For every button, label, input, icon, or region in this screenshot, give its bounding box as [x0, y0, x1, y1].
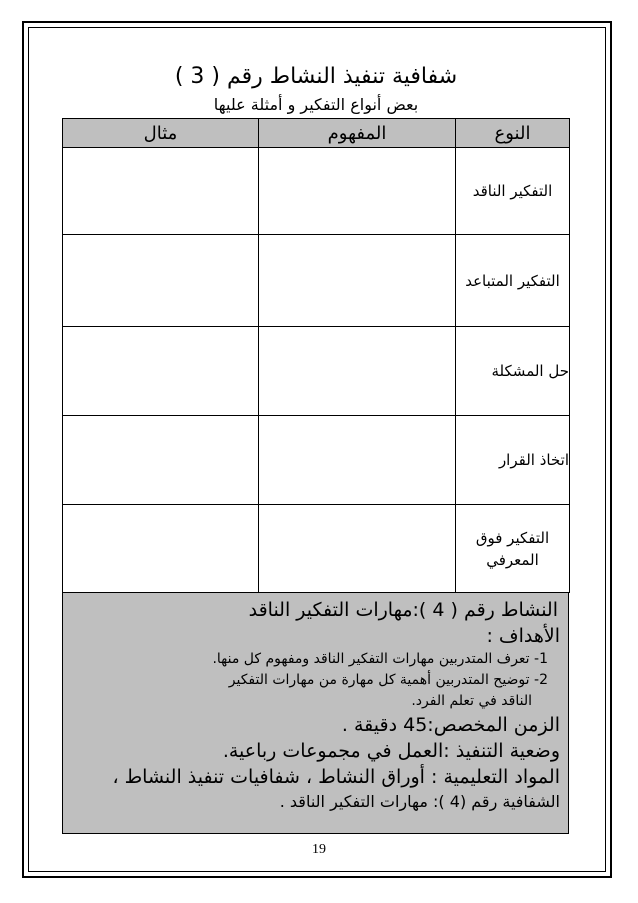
table-row [63, 416, 570, 505]
execution-mode: وضعية التنفيذ :العمل في مجموعات رباعية. [222, 740, 560, 762]
teaching-materials: المواد التعليمية : أوراق النشاط ، شفافيات تنفيذ النشاط ، [112, 766, 560, 788]
header-type: النوع [456, 119, 570, 148]
table-row [63, 505, 570, 593]
page-number: 19 [312, 842, 326, 857]
concept-cell [259, 235, 456, 327]
concept-cell [259, 148, 456, 235]
table-row [63, 148, 570, 235]
example-cell [63, 416, 259, 505]
goal-2: 2- توضيح المتدربين أهمية كل مهارة من مهارات التفكير [228, 672, 548, 688]
example-cell [63, 327, 259, 416]
type-cell: التفكير فوق المعرفي [456, 505, 570, 593]
concept-cell [259, 327, 456, 416]
page-subtitle: بعض أنواع التفكير و أمثلة عليها [213, 95, 419, 114]
table-row [63, 235, 570, 327]
goal-1: 1- تعرف المتدربين مهارات التفكير الناقد ومفهوم كل منها. [212, 651, 548, 667]
example-cell [63, 148, 259, 235]
time-allotted: الزمن المخصص:45 دقيقة . [341, 714, 560, 736]
activity-title: النشاط رقم ( 4 ):مهارات التفكير الناقد [248, 599, 558, 621]
thinking-types-table [62, 118, 570, 593]
table-header-row [63, 119, 570, 148]
page-title: شفافية تنفيذ النشاط رقم ( 3 ) [174, 64, 458, 89]
table-row [63, 327, 570, 416]
concept-cell [259, 505, 456, 593]
header-example: مثال [63, 119, 259, 148]
type-cell: التفكير الناقد [456, 148, 570, 235]
activity-box [62, 592, 569, 834]
type-cell: التفكير المتباعد [456, 235, 570, 327]
example-cell [63, 505, 259, 593]
example-cell [63, 235, 259, 327]
type-cell: اتخاذ القرار [456, 416, 570, 505]
goals-label: الأهداف : [486, 625, 560, 647]
goal-2-continued: الناقد في تعلم الفرد. [411, 693, 532, 709]
transparency-ref: الشفافية رقم (4 ): مهارات التفكير الناقد . [279, 792, 560, 811]
header-concept: المفهوم [259, 119, 456, 148]
type-cell: حل المشكلة [456, 327, 570, 416]
concept-cell [259, 416, 456, 505]
